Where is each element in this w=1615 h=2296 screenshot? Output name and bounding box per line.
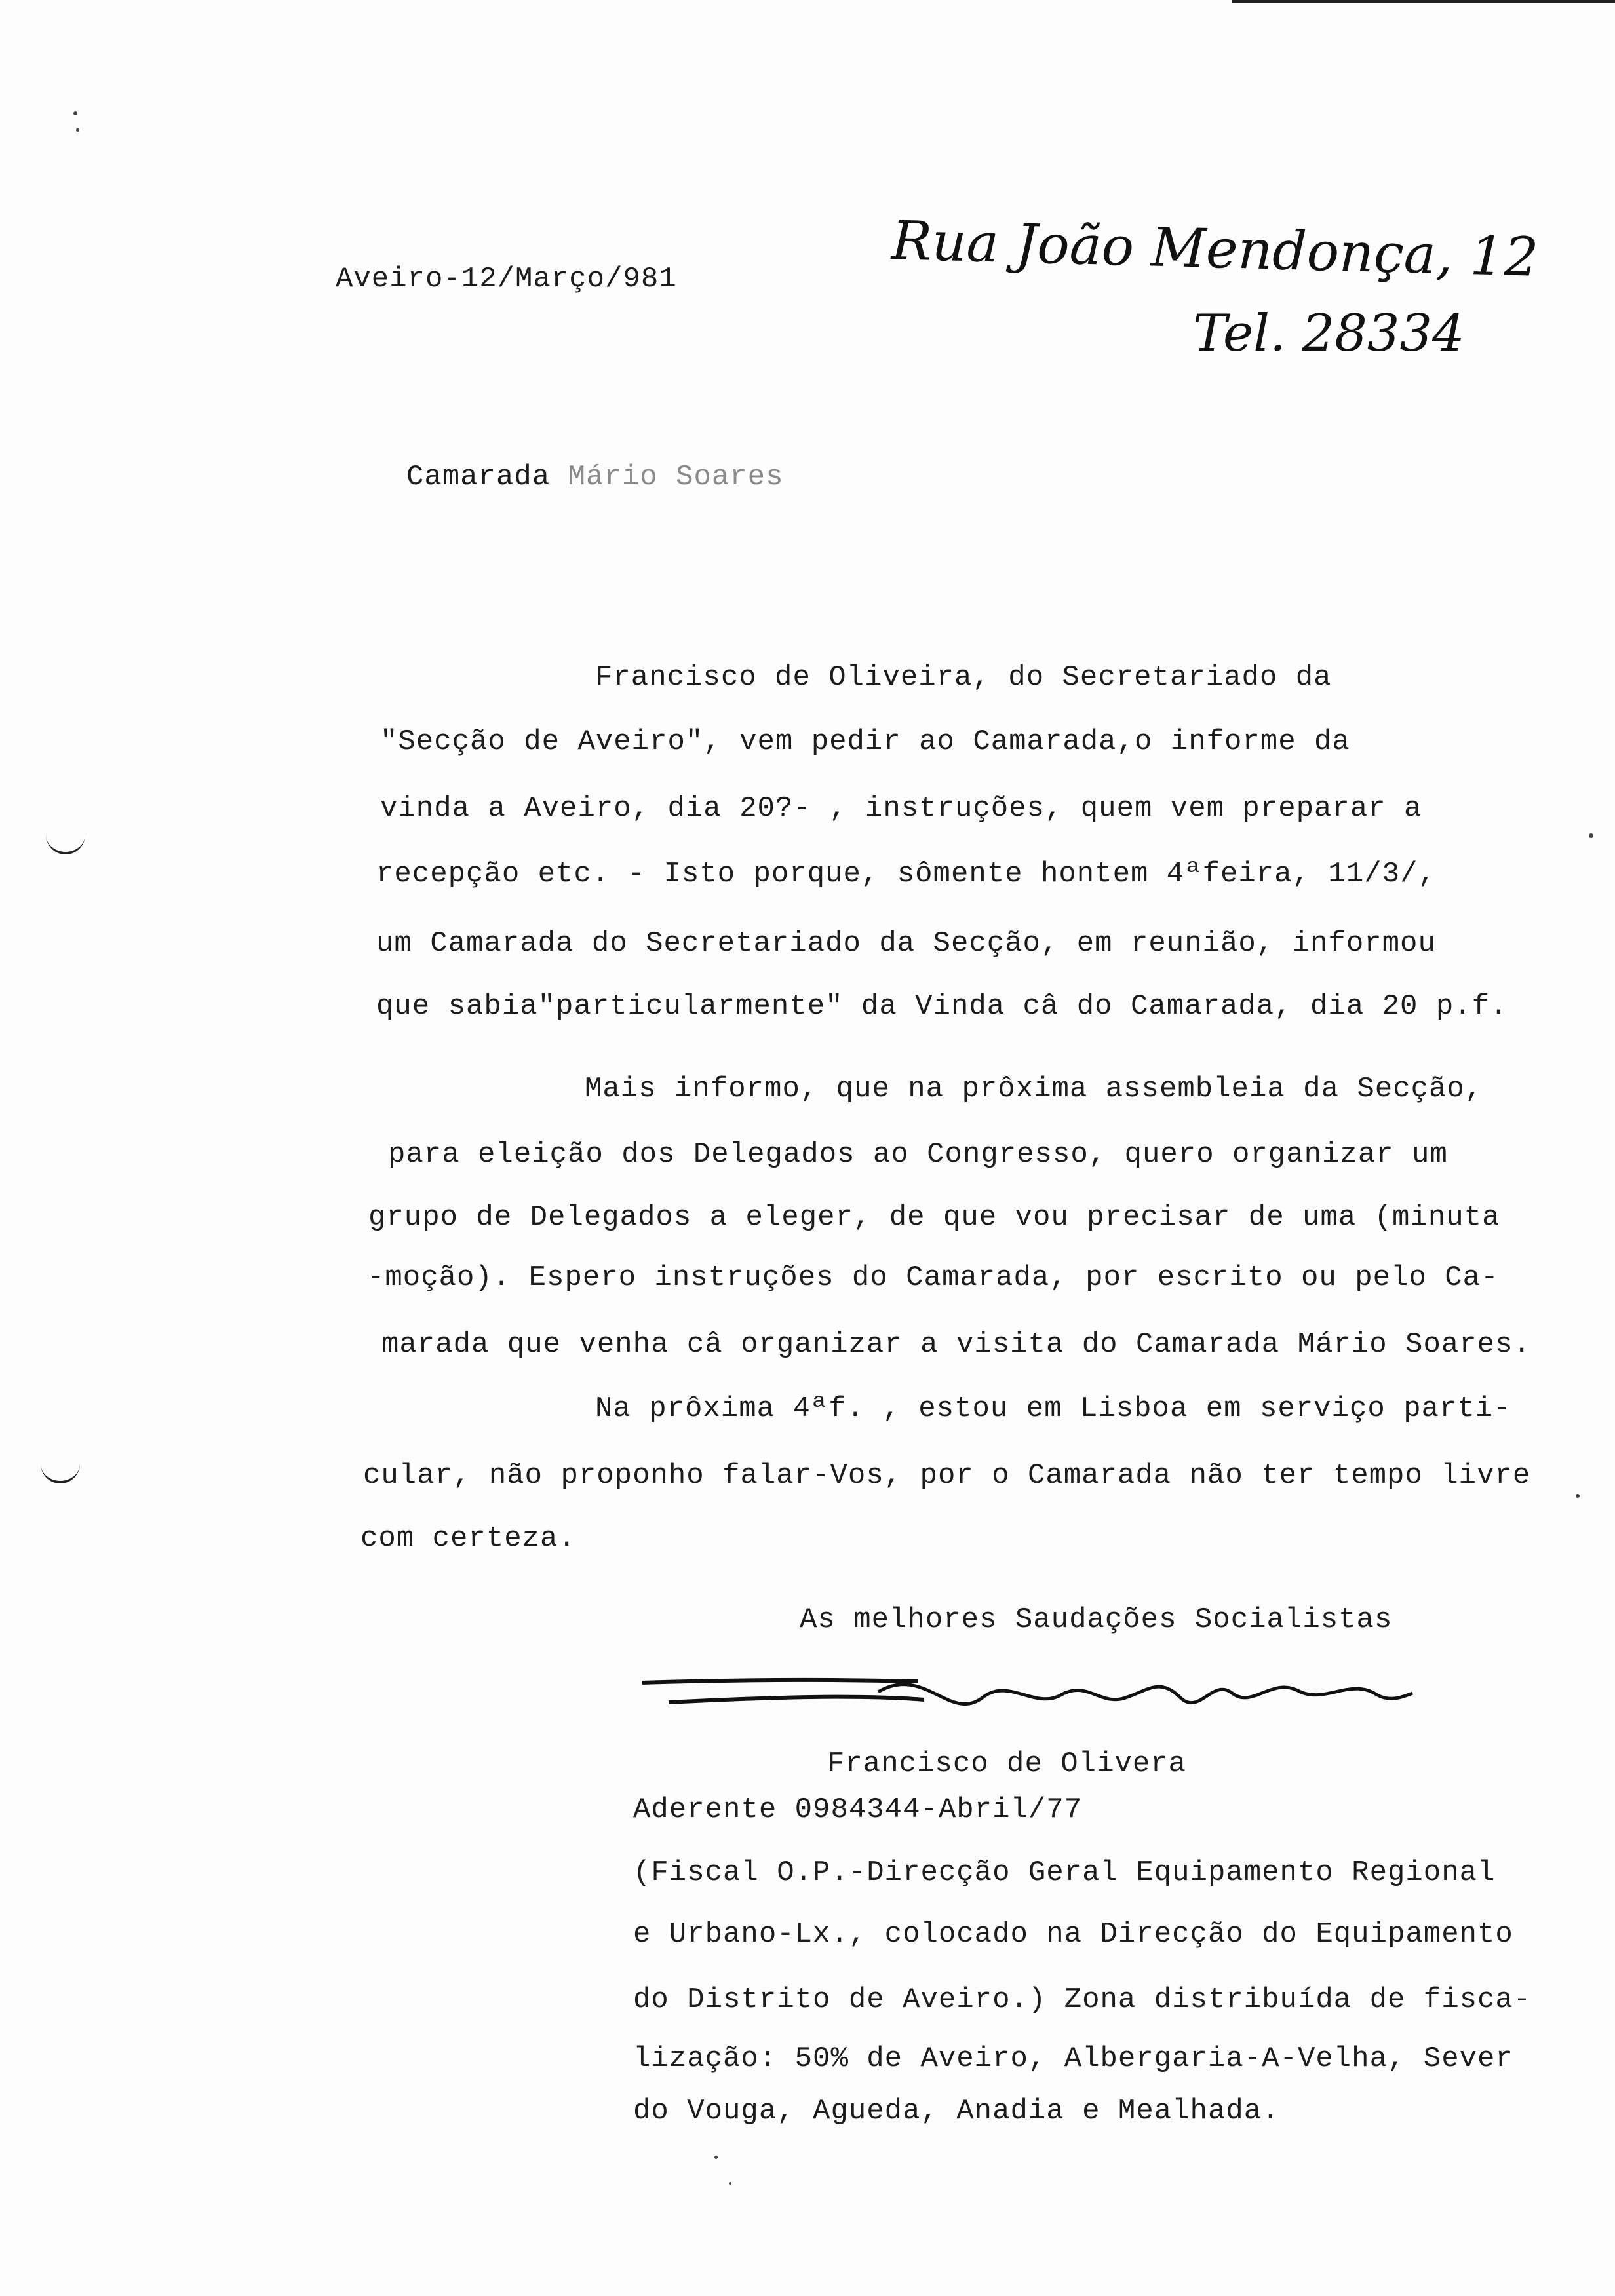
body-line: recepção etc. - Isto porque, sômente hontem 4ªfeira, 11/3/, [376, 858, 1436, 890]
scan-speck [714, 2156, 718, 2159]
body-line: marada que venha câ organizar a visita do Camarada Mário Soares. [381, 1328, 1531, 1361]
margin-mark [41, 1455, 80, 1483]
signer-detail-line: (Fiscal O.P.-Direcção Geral Equipamento Regional [633, 1856, 1496, 1889]
scan-speck [1589, 833, 1593, 838]
signature [642, 1651, 1416, 1730]
handwritten-phone: Tel. 28334 [1193, 304, 1465, 363]
scan-speck [729, 2182, 731, 2185]
body-line: para eleição dos Delegados ao Congresso, quero organizar um [388, 1138, 1448, 1171]
handwritten-address: Rua João Mendonça, 12 [890, 210, 1540, 289]
body-line: Mais informo, que na prôxima assembleia da Secção, [585, 1073, 1483, 1105]
signer-detail-line: Aderente 0984344-Abril/77 [633, 1793, 1083, 1826]
scan-speck [1576, 1494, 1580, 1498]
signer-detail-line: do Vouga, Agueda, Anadia e Mealhada. [633, 2095, 1280, 2128]
body-line: que sabia"particularmente" da Vinda câ do Camarada, dia 20 p.f. [376, 990, 1508, 1023]
closing-greeting: As melhores Saudações Socialistas [800, 1603, 1393, 1636]
salutation-name: Mário Soares [568, 461, 784, 493]
body-line: Na prôxima 4ªf. , estou em Lisboa em serviço parti- [595, 1392, 1511, 1425]
salutation-prefix: Camarada [406, 461, 551, 493]
body-line: grupo de Delegados a eleger, de que vou precisar de uma (minuta [368, 1201, 1500, 1234]
scan-speck [73, 111, 77, 115]
salutation [406, 463, 784, 491]
letter-date: Aveiro-12/Março/981 [336, 263, 677, 296]
body-line: um Camarada do Secretariado da Secção, em reunião, informou [376, 927, 1436, 960]
body-line: Francisco de Oliveira, do Secretariado da [595, 661, 1332, 694]
body-line: -moção). Espero instruções do Camarada, por escrito ou pelo Ca- [367, 1261, 1499, 1294]
top-edge-line [1232, 0, 1615, 3]
signer-name: Francisco de Olivera [827, 1748, 1187, 1780]
body-line: "Secção de Aveiro", vem pedir ao Camarada,o informe da [380, 725, 1350, 758]
body-line: cular, não proponho falar-Vos, por o Camarada não ter tempo livre [363, 1459, 1531, 1492]
signer-detail-line: e Urbano-Lx., colocado na Direcção do Equipamento [633, 1918, 1513, 1951]
body-line: vinda a Aveiro, dia 20?- , instruções, quem vem preparar a [380, 792, 1422, 825]
signer-detail-line: do Distrito de Aveiro.) Zona distribuída de fisca- [633, 1983, 1532, 2016]
body-line: com certeza. [360, 1522, 576, 1555]
signer-detail-line: lização: 50% de Aveiro, Albergaria-A-Velha, Sever [633, 2042, 1513, 2075]
margin-mark [46, 826, 85, 854]
scan-speck [76, 128, 79, 132]
